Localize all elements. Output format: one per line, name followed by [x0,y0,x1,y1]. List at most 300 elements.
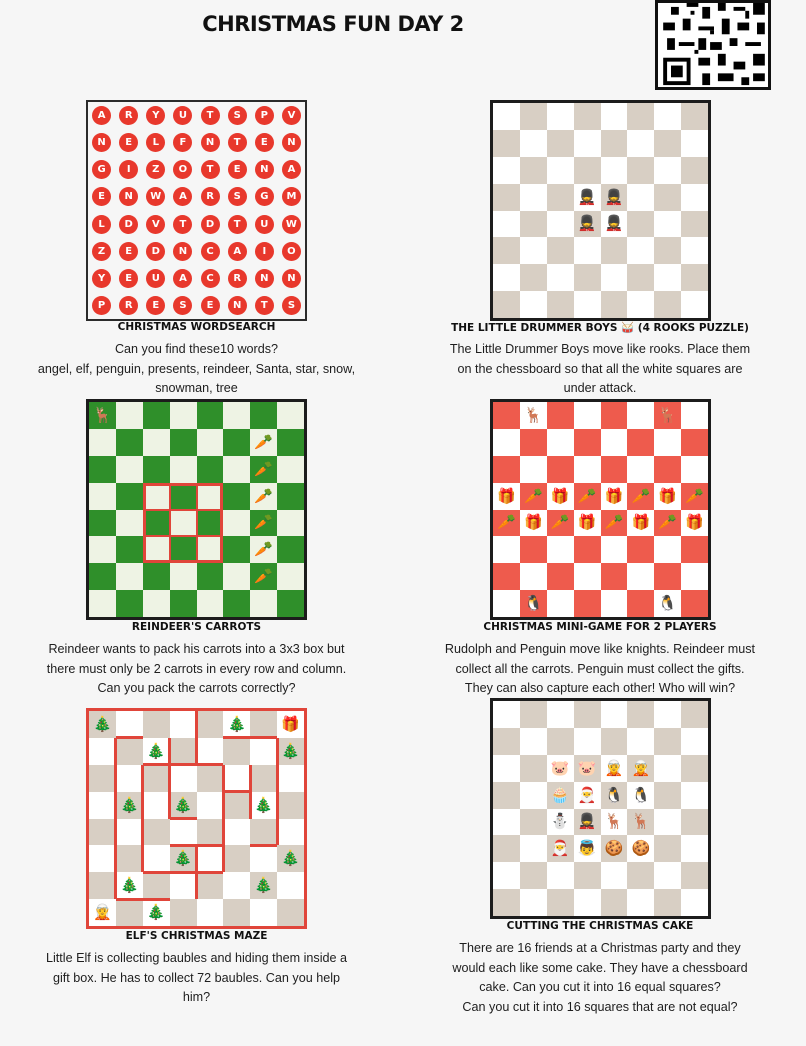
maze-square [277,845,304,872]
chess-square [654,809,681,836]
wordsearch-cell [88,129,115,156]
wordsearch-cell [142,292,169,319]
chess-square [654,184,681,211]
chess-square [89,590,116,617]
maze-wall [250,844,277,847]
letter-ball[interactable]: U [173,106,192,125]
letter-ball[interactable]: A [173,269,192,288]
wordsearch-cell [251,292,278,319]
letter-ball[interactable]: V [146,215,165,234]
wordsearch-cell [115,238,142,265]
wordsearch-cell [197,238,224,265]
maze-square [89,819,116,846]
chess-square [520,510,547,537]
wordsearch-cell [278,102,305,129]
maze-wall [222,765,225,873]
chess-square [547,835,574,862]
chess-square [627,291,654,318]
maze-square [250,845,277,872]
letter-ball[interactable]: R [119,296,138,315]
chess-square [547,291,574,318]
chess-square [601,701,628,728]
description-line: Reindeer wants to pack his carrots into a 3x3 box but [48,642,345,656]
chess-square [654,483,681,510]
letter-ball[interactable]: R [201,187,220,206]
chess-square [627,590,654,617]
chess-square [520,590,547,617]
chess-square [627,103,654,130]
description-line: Little Elf is collecting baubles and hiding them inside a [45,951,348,965]
drummer-caption: THE LITTLE DRUMMER BOYS 🥁 (4 ROOKS PUZZLE) [451,322,749,334]
gift-icon: 🎁 [281,715,300,733]
friend-icon: ⛄ [550,813,570,831]
maze-square [170,872,197,899]
maze-wall [276,738,279,846]
letter-ball[interactable]: I [255,242,274,261]
friend-icon: 🎅 [577,786,597,804]
maze-square [223,899,250,926]
maze-wall [116,898,170,901]
description-line: collect all the carrots. Penguin must collect the gifts. [455,661,745,676]
maze-board [86,708,307,929]
chess-square [654,130,681,157]
chess-square [627,755,654,782]
box-grid-line [196,483,198,564]
letter-ball[interactable]: C [201,242,220,261]
letter-ball[interactable]: T [228,215,247,234]
chess-square [654,157,681,184]
chess-square [250,510,277,537]
chess-square [601,429,628,456]
chess-square [547,755,574,782]
chess-square [681,103,708,130]
maze-square [197,872,224,899]
chess-square [277,590,304,617]
letter-ball[interactable]: Y [146,106,165,125]
chess-square [681,862,708,889]
friend-icon: 👼 [577,840,597,858]
maze-wall [143,763,224,766]
chess-square [493,264,520,291]
chess-square [143,456,170,483]
wordsearch-cell [251,129,278,156]
chess-square [277,456,304,483]
chess-square [574,809,601,836]
chess-square [520,264,547,291]
chess-square [520,862,547,889]
chess-square [681,755,708,782]
gift-icon: 🎁 [658,487,678,505]
wordsearch-cell [169,265,196,292]
carrot-icon: 🥕 [631,487,651,505]
chess-square [547,264,574,291]
letter-ball[interactable]: E [201,296,220,315]
chess-square [654,862,681,889]
chess-square [681,782,708,809]
wordsearch-cell [278,265,305,292]
wordsearch-cell [251,156,278,183]
penguin-icon: 🐧 [658,595,678,613]
chess-square [627,510,654,537]
chess-square [116,483,143,510]
wordsearch-caption: CHRISTMAS WORDSEARCH [117,321,276,333]
letter-ball[interactable]: A [92,106,111,125]
wordsearch-cell [169,102,196,129]
chess-square [547,809,574,836]
chess-square [493,809,520,836]
chess-square [520,429,547,456]
letter-ball[interactable]: Z [92,242,111,261]
cake-description [410,939,790,1017]
letter-ball[interactable]: A [228,242,247,261]
chess-square [654,402,681,429]
carrot-icon: 🥕 [604,514,624,532]
chess-square [681,157,708,184]
letter-ball[interactable]: N [201,133,220,152]
chess-square [574,563,601,590]
chess-square [681,536,708,563]
chess-square [627,536,654,563]
maze-square [143,872,170,899]
wordsearch-cell [197,102,224,129]
friend-icon: 🐷 [550,759,570,777]
wordsearch-cell [88,102,115,129]
maze-square [116,845,143,872]
chess-square [493,590,520,617]
maze-square [89,845,116,872]
letter-ball[interactable]: R [228,269,247,288]
chess-square [654,563,681,590]
chess-square [493,402,520,429]
letter-ball[interactable]: D [201,215,220,234]
bauble-icon: 🎄 [254,796,274,814]
letter-ball[interactable]: D [119,215,138,234]
chess-square [681,456,708,483]
maze-wall [141,765,144,873]
letter-ball[interactable]: N [173,242,192,261]
wordsearch-cell [224,292,251,319]
chess-square [654,237,681,264]
chess-square [520,103,547,130]
maze-square [89,738,116,765]
chess-square [143,563,170,590]
chess-square [493,291,520,318]
bauble-icon: 🎄 [281,850,300,868]
chess-square [574,429,601,456]
letter-ball[interactable]: E [119,242,138,261]
letter-ball[interactable]: S [173,296,192,315]
chess-square [89,563,116,590]
chess-square [116,590,143,617]
maze-square [116,819,143,846]
letter-ball[interactable]: F [173,133,192,152]
wordsearch-cell [169,156,196,183]
letter-ball[interactable]: G [92,160,111,179]
letter-ball[interactable]: N [119,187,138,206]
letter-ball[interactable]: A [173,187,192,206]
letter-ball[interactable]: E [119,133,138,152]
wordsearch-description [10,340,383,399]
chess-square [654,889,681,916]
carrot-icon: 🥕 [254,460,274,478]
chess-square [547,130,574,157]
letter-ball[interactable]: I [119,160,138,179]
gift-icon: 🎁 [577,514,597,532]
chess-square [627,211,654,238]
bauble-icon: 🎄 [93,715,112,733]
chess-square [547,237,574,264]
maze-square [277,872,304,899]
letter-ball[interactable]: L [146,133,165,152]
wordsearch-cell [197,211,224,238]
chess-square [627,728,654,755]
chess-square [654,701,681,728]
chess-square [277,563,304,590]
letter-ball[interactable]: E [228,160,247,179]
drummer-description [410,340,790,399]
chess-square [520,237,547,264]
letter-ball[interactable]: G [255,187,274,206]
letter-ball[interactable]: S [228,106,247,125]
chess-square [223,536,250,563]
chess-square [601,889,628,916]
maze-square [143,765,170,792]
maze-square [250,819,277,846]
chess-square [520,456,547,483]
box-grid-line [169,483,171,564]
chess-square [627,782,654,809]
bauble-icon: 🎄 [254,877,274,895]
maze-square [277,819,304,846]
maze-wall [170,817,197,820]
letter-ball[interactable]: P [255,106,274,125]
chess-square [627,264,654,291]
letter-ball[interactable]: T [201,106,220,125]
friend-icon: 🦌 [631,813,651,831]
chess-square [601,510,628,537]
chess-square [627,889,654,916]
chess-square [493,536,520,563]
letter-ball[interactable]: Z [146,160,165,179]
chess-square [493,456,520,483]
chess-square [116,536,143,563]
letter-ball[interactable]: W [282,215,301,234]
letter-ball[interactable]: Y [92,269,111,288]
wordsearch-cell [224,129,251,156]
letter-ball[interactable]: N [92,133,111,152]
cake-chessboard [490,698,711,919]
wordsearch-cell [88,156,115,183]
letter-ball[interactable]: A [282,160,301,179]
letter-ball[interactable]: C [201,269,220,288]
chess-square [627,184,654,211]
chess-square [627,157,654,184]
wordsearch-cell [197,156,224,183]
letter-ball[interactable]: S [282,296,301,315]
maze-square [250,738,277,765]
chess-square [574,483,601,510]
wordsearch-cell [142,211,169,238]
maze-square [116,872,143,899]
description-line: Rudolph and Penguin move like knights. Reindeer must [444,642,756,656]
cake-caption: CUTTING THE CHRISTMAS CAKE [506,920,694,932]
letter-ball[interactable]: W [146,187,165,206]
chess-square [520,782,547,809]
chess-square [601,130,628,157]
letter-ball[interactable]: E [119,269,138,288]
wordsearch-cell [197,265,224,292]
chess-square [250,483,277,510]
letter-ball[interactable]: M [282,187,301,206]
chess-square [520,483,547,510]
chess-square [574,237,601,264]
maze-square [250,899,277,926]
chess-square [116,429,143,456]
chess-square [493,510,520,537]
letter-ball[interactable]: S [228,187,247,206]
carrot-icon: 🥕 [254,487,274,505]
chess-square [627,130,654,157]
chess-square [277,429,304,456]
wordsearch-cell [224,102,251,129]
chess-square [520,728,547,755]
chess-square [223,590,250,617]
chess-square [547,211,574,238]
chess-square [654,103,681,130]
chess-square [493,889,520,916]
chess-square [681,483,708,510]
letter-ball[interactable]: T [201,160,220,179]
box-grid-line [143,535,224,537]
wordsearch-cell [224,183,251,210]
chess-square [170,563,197,590]
letter-ball[interactable]: O [173,160,192,179]
chess-square [654,211,681,238]
letter-ball[interactable]: P [92,296,111,315]
letter-ball[interactable]: T [228,133,247,152]
chess-square [547,728,574,755]
letter-ball[interactable]: V [282,106,301,125]
chess-square [520,211,547,238]
description-line: Can you find these10 words? [114,342,279,356]
wordsearch-cell [278,238,305,265]
drummer-boy-icon: 💂 [577,188,597,206]
chess-square [89,402,116,429]
friend-icon: 💂 [577,813,597,831]
chess-square [627,563,654,590]
maze-square [89,765,116,792]
letter-ball[interactable]: N [255,160,274,179]
chess-square [223,563,250,590]
chess-square [681,835,708,862]
maze-square [197,765,224,792]
chess-square [223,402,250,429]
maze-wall [116,736,143,739]
chess-square [223,483,250,510]
chess-square [654,510,681,537]
letter-ball[interactable]: R [119,106,138,125]
chess-square [493,103,520,130]
chess-square [681,402,708,429]
chess-square [574,510,601,537]
letter-ball[interactable]: U [146,269,165,288]
wordsearch-cell [224,156,251,183]
chess-square [520,701,547,728]
gift-icon: 🎁 [685,514,704,532]
wordsearch-cell [115,211,142,238]
maze-square [197,819,224,846]
wordsearch-cell [278,183,305,210]
chess-square [654,264,681,291]
letter-ball[interactable]: E [255,133,274,152]
description-line: There are 16 friends at a Christmas party and they [459,941,741,955]
chess-square [681,590,708,617]
carrot-icon: 🥕 [254,514,274,532]
chess-square [170,590,197,617]
letter-ball[interactable]: N [282,269,301,288]
chess-square [574,782,601,809]
chess-square [547,782,574,809]
wordsearch-cell [169,211,196,238]
letter-ball[interactable]: U [255,215,274,234]
letter-ball[interactable]: T [173,215,192,234]
chess-square [143,402,170,429]
reindeer-icon: 🦌 [93,406,112,424]
minigame-chessboard [490,399,711,620]
chess-square [654,536,681,563]
wordsearch-cell [224,238,251,265]
maze-square [197,899,224,926]
letter-ball[interactable]: N [282,133,301,152]
carrot-box-outline [143,483,224,564]
description-line: gift box. He has to collect 72 baubles. Can you help [52,970,341,985]
chess-square [250,456,277,483]
letter-ball[interactable]: N [228,296,247,315]
maze-square [197,738,224,765]
description-line: him? [182,990,211,1005]
chess-square [520,402,547,429]
chess-square [574,728,601,755]
chess-square [601,809,628,836]
chess-square [681,264,708,291]
letter-ball[interactable]: L [92,215,111,234]
chess-square [520,809,547,836]
minigame-caption: CHRISTMAS MINI-GAME FOR 2 PLAYERS [483,621,717,633]
wordsearch-cell [169,292,196,319]
maze-wall [223,790,250,793]
carrot-icon: 🥕 [523,487,543,505]
letter-ball[interactable]: E [92,187,111,206]
maze-wall [114,738,117,899]
wordsearch-cell [142,156,169,183]
letter-ball[interactable]: E [146,296,165,315]
letter-ball[interactable]: O [282,242,301,261]
wordsearch-cell [115,292,142,319]
bauble-icon: 🎄 [146,742,166,760]
chess-square [654,291,681,318]
chess-square [627,237,654,264]
chess-square [601,483,628,510]
chess-square [601,536,628,563]
wordsearch-cell [169,183,196,210]
bauble-icon: 🎄 [146,904,166,922]
letter-ball[interactable]: T [255,296,274,315]
chess-square [574,456,601,483]
letter-ball[interactable]: N [255,269,274,288]
carrots-description [10,640,383,699]
letter-ball[interactable]: D [146,242,165,261]
carrot-icon: 🥕 [254,568,274,586]
